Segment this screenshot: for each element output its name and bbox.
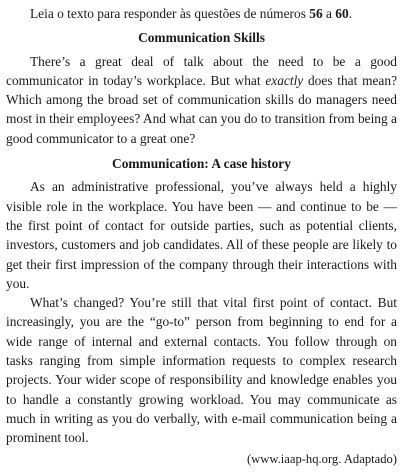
instruction-middle: a [322, 6, 336, 21]
question-end-number: 60 [335, 6, 349, 21]
heading-communication-skills: Communication Skills [138, 30, 265, 46]
question-start-number: 56 [309, 6, 323, 21]
instruction-text [6, 4, 397, 23]
instruction-suffix: . [348, 6, 353, 21]
heading-case-history: Communication: A case history [112, 156, 291, 172]
paragraph-communication-skills [6, 52, 397, 148]
emphasized-word: exactly [265, 72, 304, 88]
paragraph-text-start: There’s a great deal of talk about the need to be a good communicator in today’s workplace. But what [6, 53, 397, 88]
instruction-prefix: Leia o texto para responder às questões de números [30, 6, 310, 21]
paragraph-case-history-2: What’s changed? You’re still that vital first point of contact. But increasingly, you are the “go-to” person from beginning to end for a wide range of internal and external contacts. You follow through on tasks ranging from simple information requests to complex research projects. Your wider scope of responsibility and knowledge enables you to handle a constantly growing workload. You may communicate as much in writing as you do verbally, with e-mail communication being a prominent tool. [6, 295, 397, 446]
paragraph-text-end: does that mean? Which among the broad set of communication skills do managers need most in their employees? And what can you do to transition from being a good communicator to a great one? [6, 72, 398, 146]
paragraph-case-history-1: As an administrative professional, you’ve always held a highly visible role in the workplace. You have been — and continue to be — the first point of contact for outside parties, such as potential clients, investors, customers and job candidates. All of these people are likely to get their first impression of the company through their interactions with you. [6, 179, 397, 291]
source-citation: (www.iaap-hq.org. Adaptado) [246, 451, 397, 466]
